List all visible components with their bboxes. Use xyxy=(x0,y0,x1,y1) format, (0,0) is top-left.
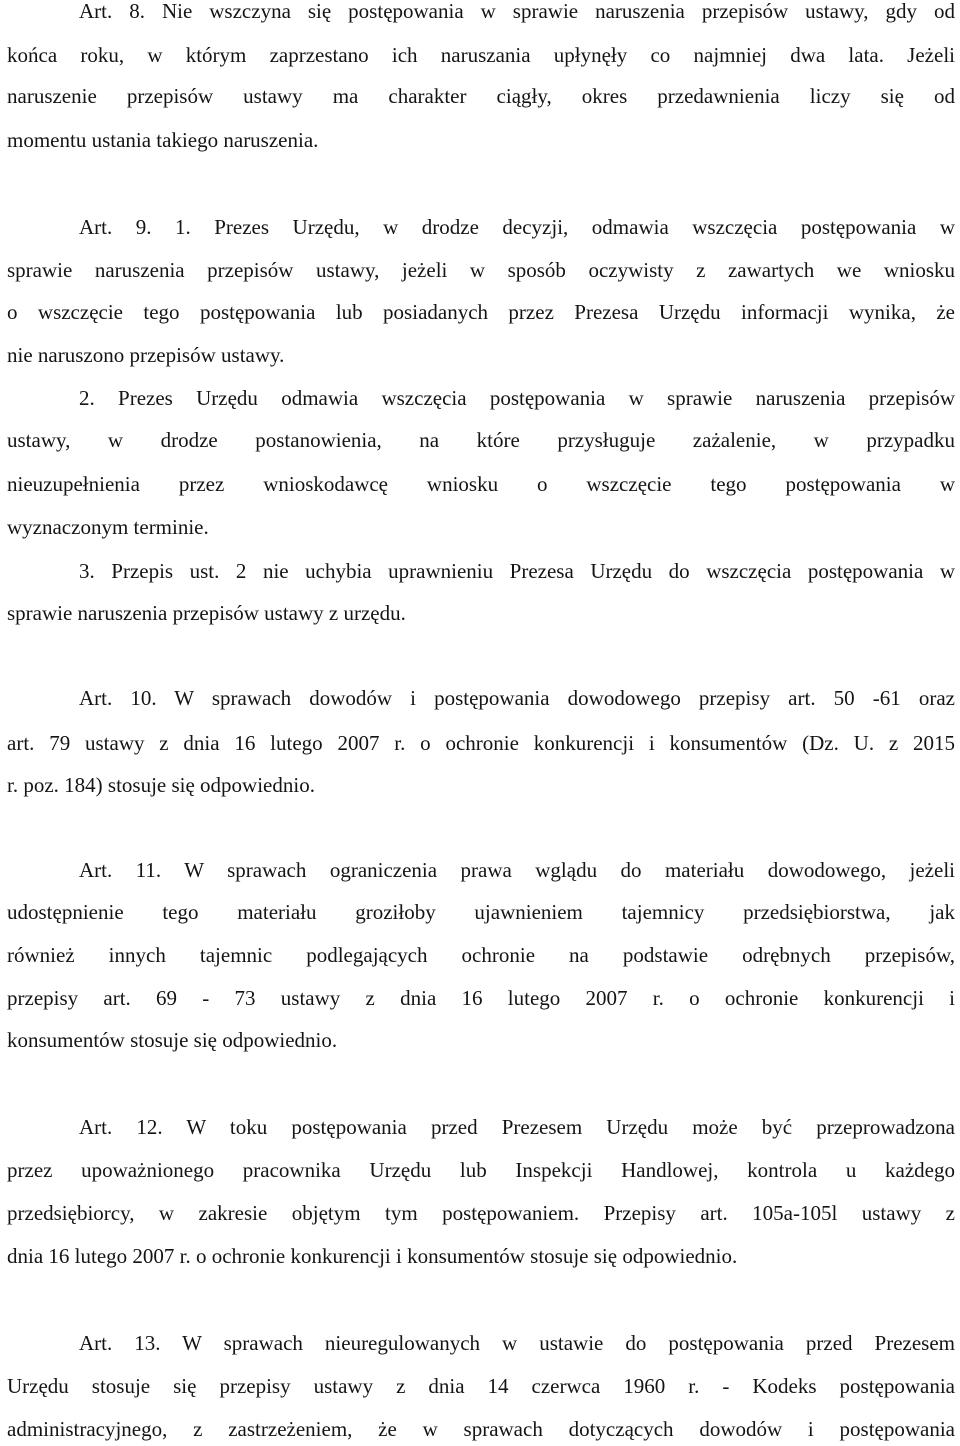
text-line: administracyjnego, z zastrzeżeniem, że w sprawach dotyczących dowodów i postępowania xyxy=(7,1417,955,1441)
text-line: art. 79 ustawy z dnia 16 lutego 2007 r. o ochronie konkurencji i konsumentów (Dz. U. z 2015 xyxy=(7,731,955,755)
text-line: r. poz. 184) stosuje się odpowiednio. xyxy=(7,773,315,797)
text-line: Art. 10. W sprawach dowodów i postępowania dowodowego przepisy art. 50 -61 oraz xyxy=(79,686,955,710)
text-line: końca roku, w którym zaprzestano ich naruszania upłynęły co najmniej dwa lata. Jeżeli xyxy=(7,43,955,67)
text-line: o wszczęcie tego postępowania lub posiadanych przez Prezesa Urzędu informacji wynika, że xyxy=(7,300,955,324)
text-line: dnia 16 lutego 2007 r. o ochronie konkurencji i konsumentów stosuje się odpowiednio. xyxy=(7,1244,738,1268)
text-line: momentu ustania takiego naruszenia. xyxy=(7,128,319,152)
text-line: sprawie naruszenia przepisów ustawy z urzędu. xyxy=(7,601,406,625)
text-line: Art. 12. W toku postępowania przed Prezesem Urzędu może być przeprowadzona xyxy=(79,1115,955,1139)
text-line: Urzędu stosuje się przepisy ustawy z dnia 14 czerwca 1960 r. - Kodeks postępowania xyxy=(7,1374,955,1398)
text-line: nie naruszono przepisów ustawy. xyxy=(7,343,285,367)
text-line: 3. Przepis ust. 2 nie uchybia uprawnieniu Prezesa Urzędu do wszczęcia postępowania w xyxy=(79,559,955,583)
text-line: ustawy, w drodze postanowienia, na które przysługuje zażalenie, w przypadku xyxy=(7,428,955,452)
text-line: przepisy art. 69 - 73 ustawy z dnia 16 lutego 2007 r. o ochronie konkurencji i xyxy=(7,986,955,1010)
text-line: Art. 9. 1. Prezes Urzędu, w drodze decyzji, odmawia wszczęcia postępowania w xyxy=(79,215,955,239)
text-line: nieuzupełnienia przez wnioskodawcę wniosku o wszczęcie tego postępowania w xyxy=(7,472,955,496)
text-line: przedsiębiorcy, w zakresie objętym tym postępowaniem. Przepisy art. 105a-105l ustawy z xyxy=(7,1201,955,1225)
text-line: naruszenie przepisów ustawy ma charakter ciągły, okres przedawnienia liczy się od xyxy=(7,84,955,108)
text-line: Art. 11. W sprawach ograniczenia prawa wglądu do materiału dowodowego, jeżeli xyxy=(79,858,955,882)
text-line: również innych tajemnic podlegających ochronie na podstawie odrębnych przepisów, xyxy=(7,943,955,967)
text-line: przez upoważnionego pracownika Urzędu lub Inspekcji Handlowej, kontrola u każdego xyxy=(7,1158,955,1182)
text-line: sprawie naruszenia przepisów ustawy, jeżeli w sposób oczywisty z zawartych we wniosku xyxy=(7,258,955,282)
text-line: Art. 13. W sprawach nieuregulowanych w ustawie do postępowania przed Prezesem xyxy=(79,1331,955,1355)
text-line: udostępnienie tego materiału groziłoby ujawnieniem tajemnicy przedsiębiorstwa, jak xyxy=(7,900,955,924)
text-line: konsumentów stosuje się odpowiednio. xyxy=(7,1028,338,1052)
text-line: 2. Prezes Urzędu odmawia wszczęcia postępowania w sprawie naruszenia przepisów xyxy=(79,386,955,410)
text-line: Art. 8. Nie wszczyna się postępowania w sprawie naruszenia przepisów ustawy, gdy od xyxy=(79,0,955,23)
text-line: wyznaczonym terminie. xyxy=(7,515,209,539)
